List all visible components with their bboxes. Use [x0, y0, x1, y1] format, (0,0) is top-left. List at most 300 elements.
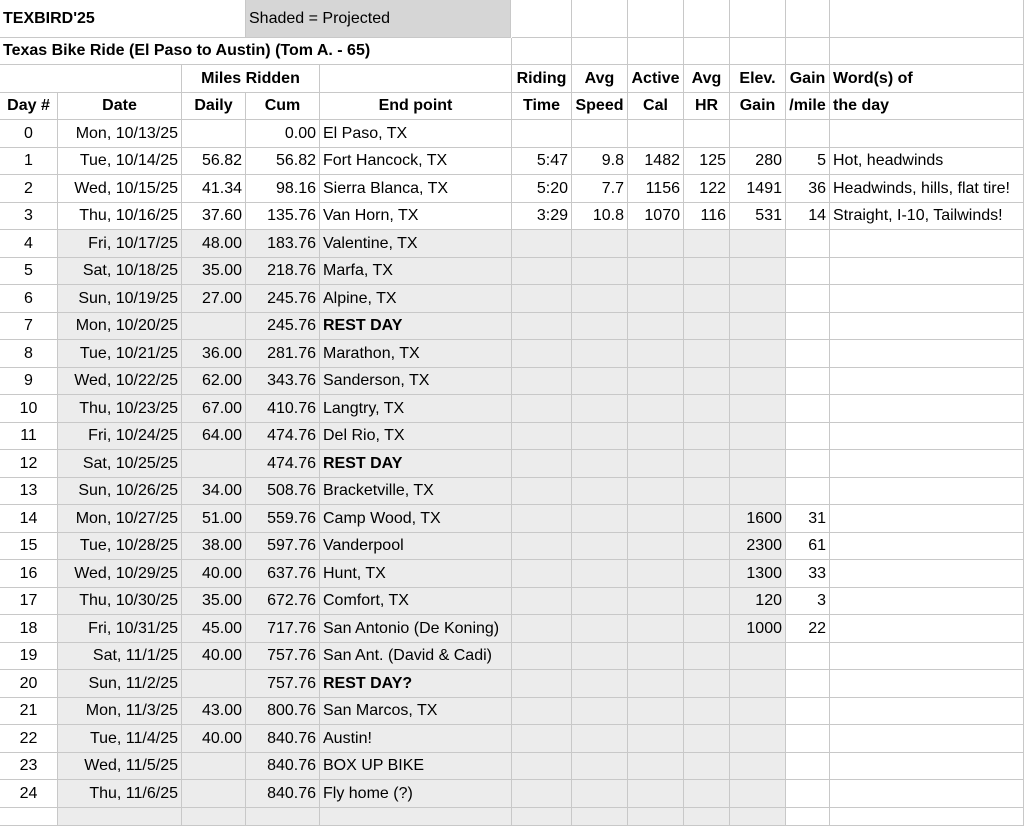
avg-hr-cell[interactable] — [684, 780, 730, 808]
date-cell[interactable]: Thu, 10/30/25 — [58, 588, 182, 615]
avg-hr-cell[interactable] — [684, 450, 730, 478]
words-of-day-cell[interactable]: Straight, I-10, Tailwinds! — [830, 203, 1024, 230]
avg-hr-cell[interactable] — [684, 395, 730, 423]
end-point-cell[interactable]: San Antonio (De Koning) — [320, 615, 512, 643]
daily-miles-cell[interactable]: 35.00 — [182, 588, 246, 615]
riding-time-cell[interactable] — [512, 615, 572, 643]
elev-gain-cell[interactable]: 120 — [730, 588, 786, 615]
gain-per-mile-cell[interactable]: 33 — [786, 560, 830, 588]
words-of-day-cell[interactable] — [830, 450, 1024, 478]
day-cell[interactable]: 24 — [0, 780, 58, 808]
empty-cell[interactable] — [730, 808, 786, 826]
riding-time-cell[interactable] — [512, 478, 572, 505]
riding-time-cell[interactable] — [512, 230, 572, 258]
sheet-subtitle[interactable]: Texas Bike Ride (El Paso to Austin) (Tom A. - 65) — [0, 38, 512, 65]
daily-miles-cell[interactable] — [182, 753, 246, 780]
end-point-cell[interactable]: Bracketville, TX — [320, 478, 512, 505]
empty-cell[interactable] — [0, 808, 58, 826]
end-point-cell[interactable]: Langtry, TX — [320, 395, 512, 423]
empty-cell[interactable] — [830, 38, 1024, 65]
empty-cell[interactable] — [572, 38, 628, 65]
empty-cell[interactable] — [182, 808, 246, 826]
riding-time-cell[interactable] — [512, 368, 572, 395]
cumulative-miles-cell[interactable]: 245.76 — [246, 285, 320, 313]
end-point-cell[interactable]: Del Rio, TX — [320, 423, 512, 450]
date-cell[interactable]: Mon, 10/13/25 — [58, 120, 182, 148]
daily-miles-cell[interactable]: 43.00 — [182, 698, 246, 725]
elev-gain-cell[interactable]: 1491 — [730, 175, 786, 203]
avg-speed-cell[interactable] — [572, 780, 628, 808]
empty-cell[interactable] — [786, 38, 830, 65]
active-cal-cell[interactable] — [628, 368, 684, 395]
avg-speed-cell[interactable] — [572, 753, 628, 780]
avg-speed-cell[interactable] — [572, 588, 628, 615]
end-point-cell[interactable]: San Ant. (David & Cadi) — [320, 643, 512, 670]
daily-miles-cell[interactable]: 45.00 — [182, 615, 246, 643]
daily-miles-cell[interactable] — [182, 313, 246, 340]
riding-time-cell[interactable] — [512, 285, 572, 313]
sheet-title[interactable]: TEXBIRD'25 — [0, 0, 246, 38]
words-of-day-cell[interactable] — [830, 725, 1024, 753]
header-end[interactable]: End point — [320, 93, 512, 120]
avg-hr-cell[interactable] — [684, 698, 730, 725]
gain-per-mile-cell[interactable]: 14 — [786, 203, 830, 230]
day-cell[interactable]: 10 — [0, 395, 58, 423]
avg-speed-cell[interactable] — [572, 340, 628, 368]
avg-hr-cell[interactable] — [684, 725, 730, 753]
riding-time-cell[interactable]: 5:47 — [512, 148, 572, 175]
day-cell[interactable]: 1 — [0, 148, 58, 175]
header-words-top[interactable]: Word(s) of — [830, 65, 1024, 93]
elev-gain-cell[interactable] — [730, 698, 786, 725]
day-cell[interactable]: 22 — [0, 725, 58, 753]
gain-per-mile-cell[interactable] — [786, 753, 830, 780]
words-of-day-cell[interactable] — [830, 478, 1024, 505]
day-cell[interactable]: 23 — [0, 753, 58, 780]
header-active-top[interactable]: Active — [628, 65, 684, 93]
gain-per-mile-cell[interactable]: 5 — [786, 148, 830, 175]
legend-cell[interactable]: Shaded = Projected — [246, 0, 511, 38]
avg-hr-cell[interactable] — [684, 670, 730, 698]
cumulative-miles-cell[interactable]: 474.76 — [246, 423, 320, 450]
elev-gain-cell[interactable]: 531 — [730, 203, 786, 230]
words-of-day-cell[interactable] — [830, 533, 1024, 560]
header-cum[interactable]: Cum — [246, 93, 320, 120]
end-point-cell[interactable]: Marfa, TX — [320, 258, 512, 285]
riding-time-cell[interactable] — [512, 505, 572, 533]
day-cell[interactable]: 15 — [0, 533, 58, 560]
cumulative-miles-cell[interactable]: 281.76 — [246, 340, 320, 368]
end-point-cell[interactable]: Fort Hancock, TX — [320, 148, 512, 175]
date-cell[interactable]: Wed, 11/5/25 — [58, 753, 182, 780]
cumulative-miles-cell[interactable]: 343.76 — [246, 368, 320, 395]
daily-miles-cell[interactable]: 64.00 — [182, 423, 246, 450]
active-cal-cell[interactable] — [628, 258, 684, 285]
end-point-cell[interactable]: Valentine, TX — [320, 230, 512, 258]
words-of-day-cell[interactable] — [830, 395, 1024, 423]
daily-miles-cell[interactable]: 48.00 — [182, 230, 246, 258]
avg-speed-cell[interactable] — [572, 368, 628, 395]
cumulative-miles-cell[interactable]: 757.76 — [246, 643, 320, 670]
gain-per-mile-cell[interactable] — [786, 643, 830, 670]
words-of-day-cell[interactable] — [830, 340, 1024, 368]
daily-miles-cell[interactable] — [182, 670, 246, 698]
active-cal-cell[interactable] — [628, 725, 684, 753]
active-cal-cell[interactable] — [628, 285, 684, 313]
header-date[interactable]: Date — [58, 93, 182, 120]
empty-cell[interactable] — [572, 808, 628, 826]
elev-gain-cell[interactable] — [730, 670, 786, 698]
avg-speed-cell[interactable] — [572, 120, 628, 148]
empty-cell[interactable] — [628, 38, 684, 65]
cumulative-miles-cell[interactable]: 98.16 — [246, 175, 320, 203]
date-cell[interactable]: Thu, 10/23/25 — [58, 395, 182, 423]
elev-gain-cell[interactable] — [730, 450, 786, 478]
header-riding[interactable]: Time — [512, 93, 572, 120]
end-point-cell[interactable]: Marathon, TX — [320, 340, 512, 368]
day-cell[interactable]: 0 — [0, 120, 58, 148]
riding-time-cell[interactable] — [512, 423, 572, 450]
avg-hr-cell[interactable] — [684, 560, 730, 588]
avg-hr-cell[interactable] — [684, 313, 730, 340]
empty-cell[interactable] — [512, 38, 572, 65]
day-cell[interactable]: 12 — [0, 450, 58, 478]
header-elev[interactable]: Gain — [730, 93, 786, 120]
end-point-cell[interactable]: Fly home (?) — [320, 780, 512, 808]
avg-speed-cell[interactable] — [572, 285, 628, 313]
date-cell[interactable]: Tue, 11/4/25 — [58, 725, 182, 753]
riding-time-cell[interactable] — [512, 533, 572, 560]
header-avg_hr[interactable]: HR — [684, 93, 730, 120]
day-cell[interactable]: 7 — [0, 313, 58, 340]
words-of-day-cell[interactable] — [830, 368, 1024, 395]
day-cell[interactable]: 16 — [0, 560, 58, 588]
end-point-cell[interactable]: El Paso, TX — [320, 120, 512, 148]
empty-cell[interactable] — [684, 808, 730, 826]
active-cal-cell[interactable] — [628, 395, 684, 423]
words-of-day-cell[interactable] — [830, 780, 1024, 808]
elev-gain-cell[interactable] — [730, 780, 786, 808]
avg-speed-cell[interactable] — [572, 615, 628, 643]
cumulative-miles-cell[interactable]: 56.82 — [246, 148, 320, 175]
gain-per-mile-cell[interactable] — [786, 285, 830, 313]
empty-cell[interactable] — [684, 38, 730, 65]
cumulative-miles-cell[interactable]: 840.76 — [246, 753, 320, 780]
daily-miles-cell[interactable]: 51.00 — [182, 505, 246, 533]
empty-cell[interactable] — [512, 808, 572, 826]
riding-time-cell[interactable] — [512, 258, 572, 285]
date-cell[interactable]: Wed, 10/22/25 — [58, 368, 182, 395]
day-cell[interactable]: 18 — [0, 615, 58, 643]
elev-gain-cell[interactable] — [730, 230, 786, 258]
words-of-day-cell[interactable] — [830, 560, 1024, 588]
date-cell[interactable]: Sun, 11/2/25 — [58, 670, 182, 698]
empty-cell[interactable] — [786, 0, 830, 38]
gain-per-mile-cell[interactable]: 36 — [786, 175, 830, 203]
avg-hr-cell[interactable] — [684, 753, 730, 780]
elev-gain-cell[interactable]: 280 — [730, 148, 786, 175]
cumulative-miles-cell[interactable]: 183.76 — [246, 230, 320, 258]
active-cal-cell[interactable] — [628, 423, 684, 450]
riding-time-cell[interactable]: 3:29 — [512, 203, 572, 230]
day-cell[interactable]: 19 — [0, 643, 58, 670]
date-cell[interactable]: Mon, 11/3/25 — [58, 698, 182, 725]
day-cell[interactable]: 2 — [0, 175, 58, 203]
end-point-cell[interactable]: REST DAY — [320, 450, 512, 478]
daily-miles-cell[interactable]: 34.00 — [182, 478, 246, 505]
empty-cell[interactable] — [830, 0, 1024, 38]
avg-hr-cell[interactable] — [684, 258, 730, 285]
daily-miles-cell[interactable]: 40.00 — [182, 560, 246, 588]
end-point-cell[interactable]: Sierra Blanca, TX — [320, 175, 512, 203]
header-daily[interactable]: Daily — [182, 93, 246, 120]
avg-speed-cell[interactable] — [572, 423, 628, 450]
day-cell[interactable]: 6 — [0, 285, 58, 313]
active-cal-cell[interactable] — [628, 505, 684, 533]
day-cell[interactable]: 21 — [0, 698, 58, 725]
words-of-day-cell[interactable] — [830, 643, 1024, 670]
avg-speed-cell[interactable] — [572, 670, 628, 698]
riding-time-cell[interactable] — [512, 780, 572, 808]
elev-gain-cell[interactable]: 1300 — [730, 560, 786, 588]
empty-cell[interactable] — [246, 808, 320, 826]
active-cal-cell[interactable] — [628, 533, 684, 560]
date-cell[interactable]: Tue, 10/28/25 — [58, 533, 182, 560]
gain-per-mile-cell[interactable]: 31 — [786, 505, 830, 533]
avg-hr-cell[interactable] — [684, 643, 730, 670]
end-point-cell[interactable]: Hunt, TX — [320, 560, 512, 588]
elev-gain-cell[interactable] — [730, 313, 786, 340]
end-point-cell[interactable]: BOX UP BIKE — [320, 753, 512, 780]
empty-cell[interactable] — [730, 38, 786, 65]
cumulative-miles-cell[interactable]: 218.76 — [246, 258, 320, 285]
elev-gain-cell[interactable] — [730, 725, 786, 753]
date-cell[interactable]: Mon, 10/27/25 — [58, 505, 182, 533]
riding-time-cell[interactable] — [512, 643, 572, 670]
empty-cell[interactable] — [628, 0, 684, 38]
empty-cell[interactable] — [730, 0, 786, 38]
gain-per-mile-cell[interactable]: 3 — [786, 588, 830, 615]
avg-hr-cell[interactable] — [684, 340, 730, 368]
words-of-day-cell[interactable] — [830, 615, 1024, 643]
cumulative-miles-cell[interactable]: 559.76 — [246, 505, 320, 533]
avg-speed-cell[interactable] — [572, 560, 628, 588]
words-of-day-cell[interactable] — [830, 120, 1024, 148]
words-of-day-cell[interactable] — [830, 423, 1024, 450]
day-cell[interactable]: 3 — [0, 203, 58, 230]
elev-gain-cell[interactable] — [730, 478, 786, 505]
gain-per-mile-cell[interactable] — [786, 698, 830, 725]
active-cal-cell[interactable] — [628, 588, 684, 615]
active-cal-cell[interactable] — [628, 313, 684, 340]
active-cal-cell[interactable] — [628, 340, 684, 368]
cumulative-miles-cell[interactable]: 840.76 — [246, 725, 320, 753]
empty-cell[interactable] — [58, 808, 182, 826]
empty-cell[interactable] — [628, 808, 684, 826]
day-cell[interactable]: 17 — [0, 588, 58, 615]
active-cal-cell[interactable] — [628, 450, 684, 478]
riding-time-cell[interactable] — [512, 395, 572, 423]
gain-per-mile-cell[interactable] — [786, 450, 830, 478]
daily-miles-cell[interactable]: 37.60 — [182, 203, 246, 230]
active-cal-cell[interactable] — [628, 643, 684, 670]
header-active[interactable]: Cal — [628, 93, 684, 120]
header-blank[interactable] — [0, 65, 182, 93]
gain-per-mile-cell[interactable] — [786, 230, 830, 258]
elev-gain-cell[interactable] — [730, 258, 786, 285]
riding-time-cell[interactable] — [512, 313, 572, 340]
avg-hr-cell[interactable] — [684, 423, 730, 450]
date-cell[interactable]: Thu, 10/16/25 — [58, 203, 182, 230]
end-point-cell[interactable]: Comfort, TX — [320, 588, 512, 615]
elev-gain-cell[interactable] — [730, 423, 786, 450]
end-point-cell[interactable]: Van Horn, TX — [320, 203, 512, 230]
end-point-cell[interactable]: REST DAY — [320, 313, 512, 340]
gain-per-mile-cell[interactable]: 22 — [786, 615, 830, 643]
active-cal-cell[interactable] — [628, 615, 684, 643]
avg-speed-cell[interactable] — [572, 313, 628, 340]
date-cell[interactable]: Sat, 10/18/25 — [58, 258, 182, 285]
avg-speed-cell[interactable] — [572, 230, 628, 258]
riding-time-cell[interactable] — [512, 670, 572, 698]
words-of-day-cell[interactable] — [830, 230, 1024, 258]
avg-speed-cell[interactable] — [572, 450, 628, 478]
elev-gain-cell[interactable]: 1600 — [730, 505, 786, 533]
avg-speed-cell[interactable]: 10.8 — [572, 203, 628, 230]
riding-time-cell[interactable] — [512, 698, 572, 725]
words-of-day-cell[interactable] — [830, 285, 1024, 313]
end-point-cell[interactable]: Camp Wood, TX — [320, 505, 512, 533]
active-cal-cell[interactable] — [628, 670, 684, 698]
day-cell[interactable]: 4 — [0, 230, 58, 258]
words-of-day-cell[interactable] — [830, 698, 1024, 725]
empty-cell[interactable] — [512, 0, 572, 38]
riding-time-cell[interactable] — [512, 560, 572, 588]
day-cell[interactable]: 13 — [0, 478, 58, 505]
active-cal-cell[interactable] — [628, 698, 684, 725]
riding-time-cell[interactable] — [512, 120, 572, 148]
active-cal-cell[interactable] — [628, 753, 684, 780]
avg-speed-cell[interactable] — [572, 533, 628, 560]
elev-gain-cell[interactable]: 2300 — [730, 533, 786, 560]
header-blank[interactable] — [320, 65, 512, 93]
active-cal-cell[interactable]: 1482 — [628, 148, 684, 175]
date-cell[interactable]: Fri, 10/17/25 — [58, 230, 182, 258]
cumulative-miles-cell[interactable]: 840.76 — [246, 780, 320, 808]
daily-miles-cell[interactable] — [182, 780, 246, 808]
header-gain[interactable]: /mile — [786, 93, 830, 120]
avg-speed-cell[interactable]: 9.8 — [572, 148, 628, 175]
active-cal-cell[interactable] — [628, 120, 684, 148]
words-of-day-cell[interactable] — [830, 505, 1024, 533]
avg-hr-cell[interactable] — [684, 230, 730, 258]
cumulative-miles-cell[interactable]: 757.76 — [246, 670, 320, 698]
cumulative-miles-cell[interactable]: 245.76 — [246, 313, 320, 340]
active-cal-cell[interactable]: 1070 — [628, 203, 684, 230]
header-avg_speed-top[interactable]: Avg — [572, 65, 628, 93]
daily-miles-cell[interactable]: 41.34 — [182, 175, 246, 203]
end-point-cell[interactable]: Vanderpool — [320, 533, 512, 560]
riding-time-cell[interactable] — [512, 753, 572, 780]
end-point-cell[interactable]: Austin! — [320, 725, 512, 753]
daily-miles-cell[interactable]: 35.00 — [182, 258, 246, 285]
elev-gain-cell[interactable]: 1000 — [730, 615, 786, 643]
avg-hr-cell[interactable]: 125 — [684, 148, 730, 175]
avg-hr-cell[interactable] — [684, 533, 730, 560]
date-cell[interactable]: Tue, 10/21/25 — [58, 340, 182, 368]
elev-gain-cell[interactable] — [730, 120, 786, 148]
end-point-cell[interactable]: REST DAY? — [320, 670, 512, 698]
riding-time-cell[interactable] — [512, 340, 572, 368]
avg-speed-cell[interactable]: 7.7 — [572, 175, 628, 203]
gain-per-mile-cell[interactable] — [786, 340, 830, 368]
riding-time-cell[interactable] — [512, 450, 572, 478]
empty-cell[interactable] — [572, 0, 628, 38]
avg-hr-cell[interactable]: 116 — [684, 203, 730, 230]
header-riding-top[interactable]: Riding — [512, 65, 572, 93]
gain-per-mile-cell[interactable] — [786, 478, 830, 505]
header-avg_hr-top[interactable]: Avg — [684, 65, 730, 93]
cumulative-miles-cell[interactable]: 474.76 — [246, 450, 320, 478]
avg-hr-cell[interactable] — [684, 505, 730, 533]
cumulative-miles-cell[interactable]: 508.76 — [246, 478, 320, 505]
gain-per-mile-cell[interactable] — [786, 258, 830, 285]
avg-hr-cell[interactable] — [684, 285, 730, 313]
date-cell[interactable]: Sun, 10/26/25 — [58, 478, 182, 505]
avg-hr-cell[interactable] — [684, 120, 730, 148]
avg-speed-cell[interactable] — [572, 395, 628, 423]
header-gain-top[interactable]: Gain — [786, 65, 830, 93]
active-cal-cell[interactable] — [628, 780, 684, 808]
gain-per-mile-cell[interactable] — [786, 313, 830, 340]
daily-miles-cell[interactable]: 38.00 — [182, 533, 246, 560]
avg-hr-cell[interactable] — [684, 615, 730, 643]
riding-time-cell[interactable] — [512, 588, 572, 615]
avg-hr-cell[interactable] — [684, 478, 730, 505]
elev-gain-cell[interactable] — [730, 753, 786, 780]
cumulative-miles-cell[interactable]: 672.76 — [246, 588, 320, 615]
daily-miles-cell[interactable]: 56.82 — [182, 148, 246, 175]
gain-per-mile-cell[interactable] — [786, 368, 830, 395]
daily-miles-cell[interactable]: 67.00 — [182, 395, 246, 423]
date-cell[interactable]: Sun, 10/19/25 — [58, 285, 182, 313]
avg-speed-cell[interactable] — [572, 643, 628, 670]
gain-per-mile-cell[interactable] — [786, 780, 830, 808]
day-cell[interactable]: 9 — [0, 368, 58, 395]
header-day[interactable]: Day # — [0, 93, 58, 120]
avg-hr-cell[interactable] — [684, 588, 730, 615]
empty-cell[interactable] — [320, 808, 512, 826]
end-point-cell[interactable]: San Marcos, TX — [320, 698, 512, 725]
day-cell[interactable]: 11 — [0, 423, 58, 450]
daily-miles-cell[interactable]: 36.00 — [182, 340, 246, 368]
gain-per-mile-cell[interactable] — [786, 395, 830, 423]
avg-hr-cell[interactable]: 122 — [684, 175, 730, 203]
end-point-cell[interactable]: Sanderson, TX — [320, 368, 512, 395]
empty-cell[interactable] — [830, 808, 1024, 826]
words-of-day-cell[interactable] — [830, 753, 1024, 780]
empty-cell[interactable] — [684, 0, 730, 38]
date-cell[interactable]: Thu, 11/6/25 — [58, 780, 182, 808]
daily-miles-cell[interactable] — [182, 120, 246, 148]
cumulative-miles-cell[interactable]: 597.76 — [246, 533, 320, 560]
header-elev-top[interactable]: Elev. — [730, 65, 786, 93]
active-cal-cell[interactable] — [628, 230, 684, 258]
cumulative-miles-cell[interactable]: 637.76 — [246, 560, 320, 588]
elev-gain-cell[interactable] — [730, 340, 786, 368]
cumulative-miles-cell[interactable]: 135.76 — [246, 203, 320, 230]
words-of-day-cell[interactable] — [830, 670, 1024, 698]
